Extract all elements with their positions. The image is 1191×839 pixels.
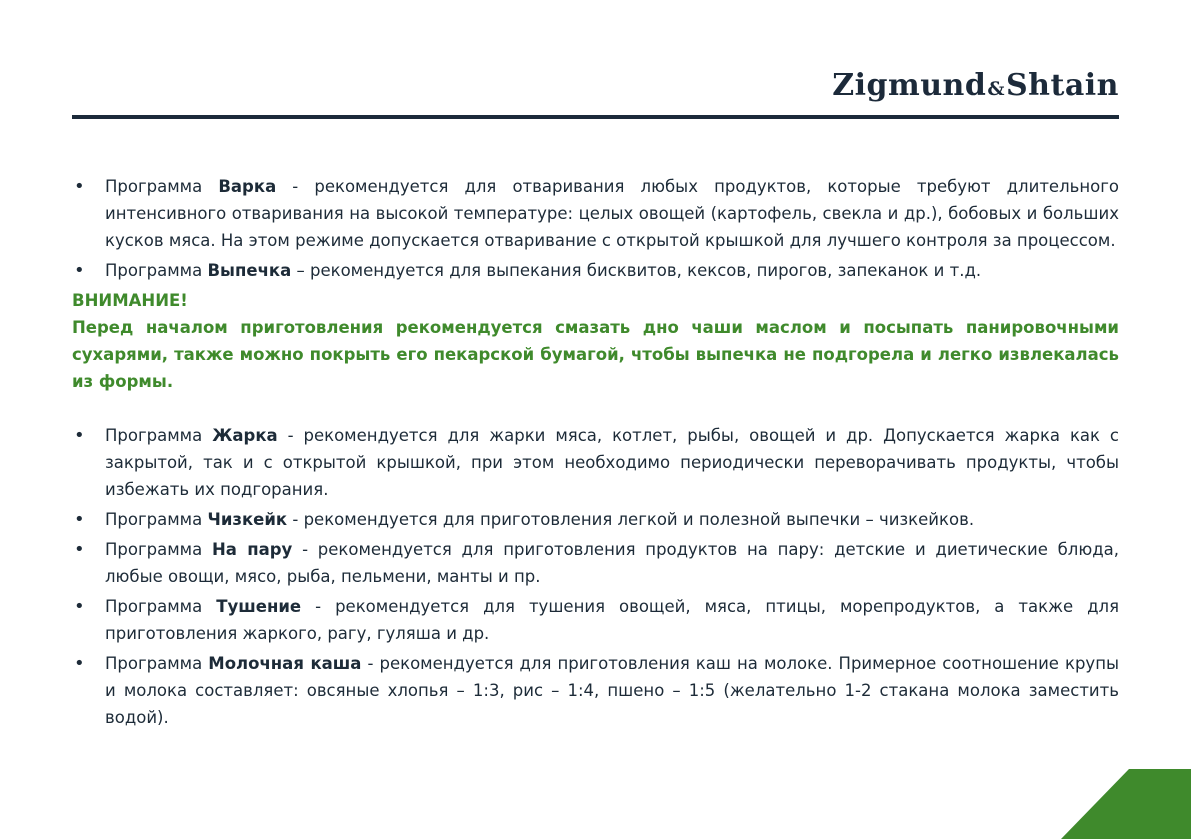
- brand-logo: [832, 68, 1119, 103]
- program-name: Выпечка: [207, 261, 292, 280]
- list-item-milk-porridge: [72, 650, 1119, 731]
- list-item-vypechka: [72, 257, 1119, 284]
- list-item-zharka: [72, 422, 1119, 503]
- item-text: - рекомендуется для приготовления продуктов на пару: детские и диетические блюда, любые овощи, мясо, рыба, пельмени, манты и пр.: [105, 540, 1119, 586]
- item-prefix: Программа: [105, 597, 217, 616]
- list-item-stew: [72, 593, 1119, 647]
- program-name: Жарка: [212, 426, 278, 445]
- item-prefix: Программа: [105, 510, 208, 529]
- list-item-cheesecake: [72, 506, 1119, 533]
- item-prefix: Программа: [105, 177, 219, 196]
- item-prefix: Программа: [105, 426, 213, 445]
- program-list-2: [72, 422, 1119, 731]
- corner-decoration: [1061, 769, 1191, 839]
- item-text: - рекомендуется для приготовления легкой и полезной выпечки – чизкейков.: [287, 510, 975, 529]
- page-content: [72, 173, 1119, 734]
- warning-title: ВНИМАНИЕ!: [72, 291, 188, 310]
- logo-text-zigmund: Zigmund: [832, 68, 987, 103]
- header-divider: [72, 115, 1119, 119]
- program-name: Молочная каша: [208, 654, 362, 673]
- item-text: - рекомендуется для жарки мяса, котлет, рыбы, овощей и др. Допускается жарка как с закрытой, так и с открытой крышкой, при этом необходимо периодически переворачивать продукты, чтобы избежать их подгорания.: [105, 426, 1120, 499]
- item-prefix: Программа: [105, 540, 212, 559]
- item-text: – рекомендуется для выпекания бисквитов, кексов, пирогов, запеканок и т.д.: [291, 261, 982, 280]
- program-name: Чизкейк: [207, 510, 288, 529]
- list-item-steam: [72, 536, 1119, 590]
- item-prefix: Программа: [105, 654, 209, 673]
- item-prefix: Программа: [105, 261, 208, 280]
- item-text: - рекомендуется для тушения овощей, мяса, птицы, морепродуктов, а также для приготовления жаркого, рагу, гуляша и др.: [105, 597, 1119, 643]
- item-text: - рекомендуется для отваривания любых продуктов, которые требуют длительного интенсивного отваривания на высокой температуре: целых овощей (картофель, свекла и др.), бобовых и больших кусков мяса. На этом режиме допускается отваривание с открытой крышкой для лучшего контроля за процессом.: [105, 177, 1119, 250]
- warning-body: Перед началом приготовления рекомендуется смазать дно чаши маслом и посыпать панировочными сухарями, также можно покрыть его пекарской бумагой, чтобы выпечка не подгорела и легко извлекалась из формы.: [72, 318, 1119, 391]
- logo-ampersand: &: [987, 78, 1006, 100]
- item-text: - рекомендуется для приготовления каш на молоке. Примерное соотношение крупы и молока составляет: овсяные хлопья – 1:3, рис – 1:4, пшено – 1:5 (желательно 1-2 стакана молока заместить водой).: [105, 654, 1120, 727]
- program-name: Тушение: [216, 597, 302, 616]
- program-list-1: [72, 173, 1119, 284]
- program-name: На пару: [212, 540, 293, 559]
- list-item-varka: [72, 173, 1119, 254]
- logo-text-shtain: Shtain: [1006, 68, 1119, 103]
- program-name: Варка: [218, 177, 277, 196]
